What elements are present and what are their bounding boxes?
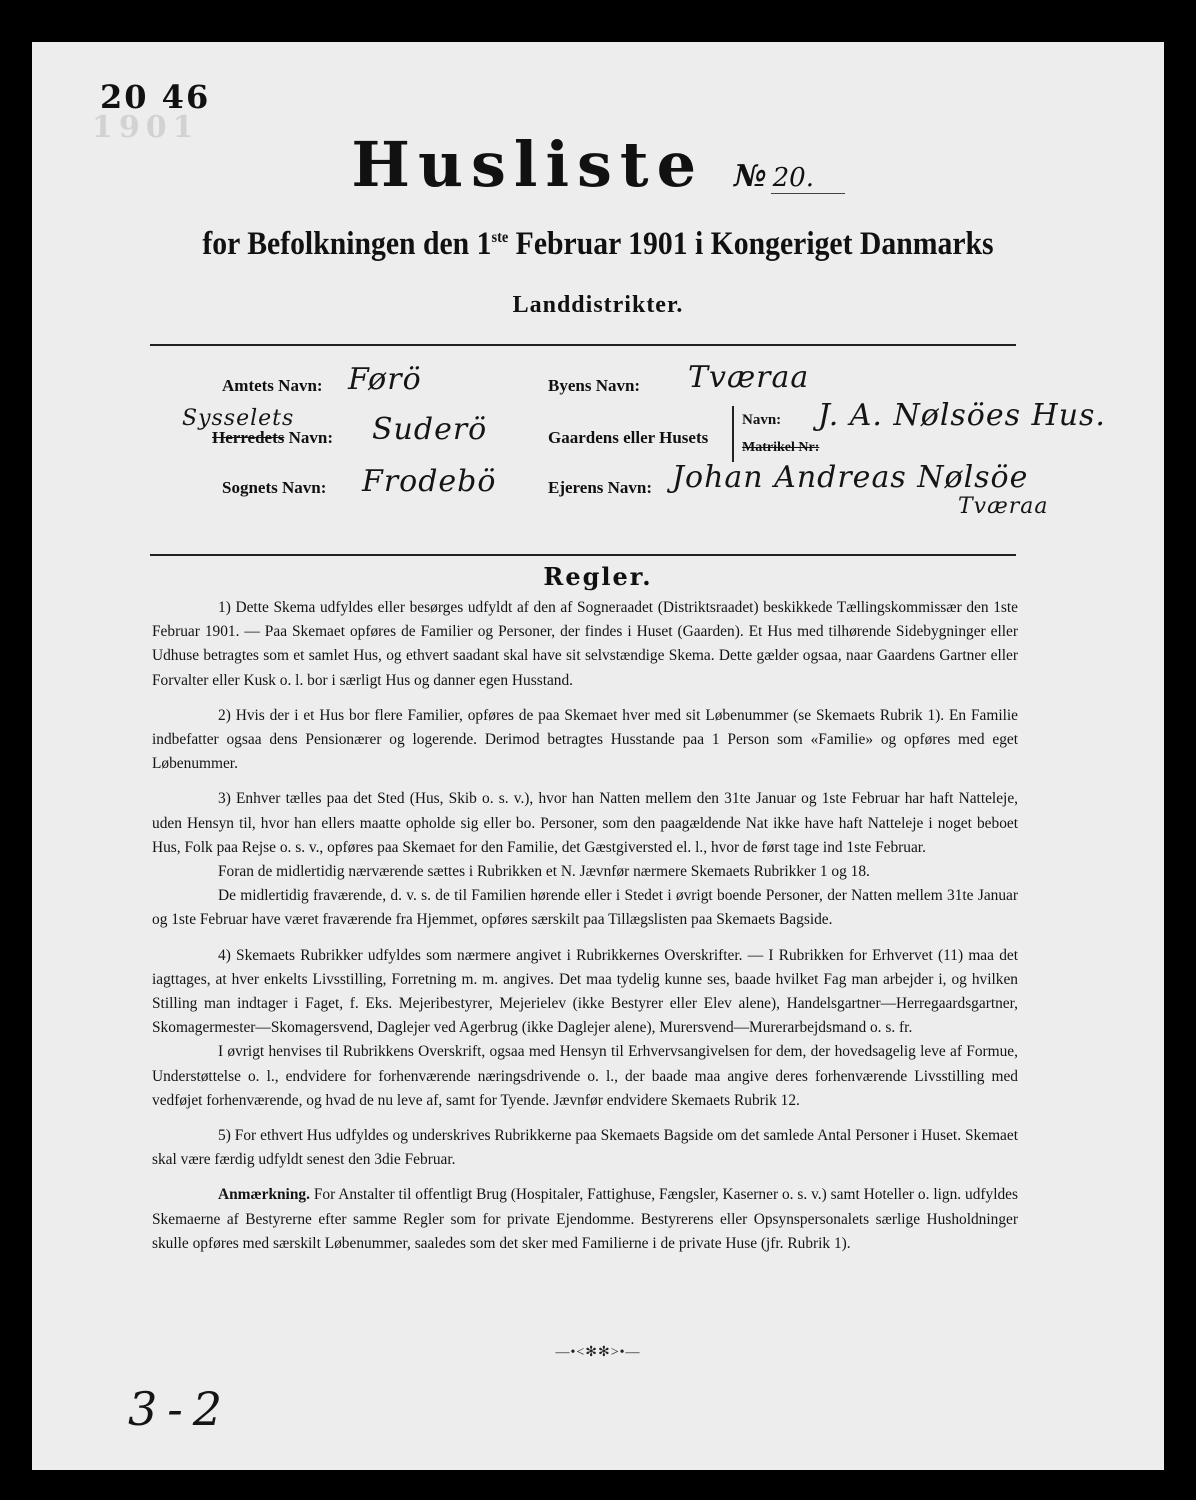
- rule-1: 1) Dette Skema udfyldes eller besørges udfyldt af den af Sogneraadet (Distriktsraadet) beskikkede Tællingskommissær den 1ste Februar 1901. — Paa Skemaet opføres de Familier og Personer, der findes i Huset (Gaarden). Et Hus med tilhørende Sidebygninger eller Udhuse betragtes som et samlet Hus, og ethvert saadant skal have sit selvstændige Skema. Dette gælder ogsaa, naar Gaardens Gartner eller Forvalter eller Kusk o. l. bor i særligt Hus og danner egen Husstand.: [152, 599, 1018, 689]
- subtitle-part-2: Februar 1901 i Kongeriget Danmarks: [508, 226, 994, 262]
- rules-body: [152, 596, 1018, 1267]
- district-heading: Landdistrikter.: [512, 292, 684, 318]
- rule-2: 2) Hvis der i et Hus bor flere Familier, opføres de paa Skemaet hver med sit Løbenummer (se Skemaets Rubrik 1). En Familie indbefatter ogsaa dens Pensionærer og logerende. Derimod betragtes Husstande paa 1 Person som «Familie» og opføres med eget Løbenummer.: [152, 706, 1018, 773]
- gaard-bracket: [732, 406, 734, 462]
- by-value: Tværaa: [688, 360, 810, 395]
- subtitle-part-1: for Befolkningen den 1: [202, 226, 492, 262]
- rules-heading: Regler.: [543, 562, 653, 591]
- ejer-value: Johan Andreas Nølsöe: [672, 460, 1029, 495]
- herred-label-struck: Herredets: [212, 428, 285, 447]
- census-form-page: [32, 42, 1164, 1470]
- herred-label: [212, 428, 333, 448]
- remark-text: For Anstalter til offentligt Brug (Hospitaler, Fattighuse, Fængsler, Kaserner o. s. v.) samt Hoteller o. lign. udfyldes Skemaerne af Bestyrerne efter samme Regler som for private Ejendomme. Bestyrerens eller Opsynspersonalets særlige Husholdninger skulle opføres med særskilt Løbenummer, saaledes som det sker med Familierne i de private Huse (jfr. Rubrik 1).: [152, 1186, 1018, 1252]
- subtitle-superscript: ste: [491, 229, 509, 246]
- rule-3: 3) Enhver tælles paa det Sted (Hus, Skib o. s. v.), hvor han Natten mellem den 31te Januar og 1ste Februar har haft Natteleje, uden Hensyn til, hvor han ellers maatte opholde sig eller bo. Personer, som den paagældende Nat ikke have haft Natteleje i noget beboet Hus, Folk paa Rejse o. s. v., opføres paa Skemaet for den Familie, det Gæstgiversted el. l., hvor de først tage ind 1ste Februar.: [152, 790, 1018, 856]
- title-row: [32, 128, 1164, 201]
- rule-4: 4) Skemaets Rubrikker udfyldes som nærmere angivet i Rubrikkernes Overskrifter. — I Rubrikken for Erhvervet (11) maa det iagttages, at hver enkelts Livsstilling, Forretning m. m. angives. Det maa tydelig kunne ses, baade hvilket Fag man arbejder i, og hvilken Stilling man indtager i Faget, f. Eks. Mejeribestyrer, Mejerielev (ikke Bestyrer eller Elev alene), Handelsgartner—Herregaardsgartner, Skomagermester—Skomagersvend, Daglejer ved Agerbrug (ikke Daglejer alene), Murersvend—Murerarbejdsmand o. s. fr.: [152, 946, 1018, 1037]
- rule-4-note: I øvrigt henvises til Rubrikkens Overskrift, ogsaa med Hensyn til Erhvervsangivelsen for dem, der hovedsagelig leve af Formue, Understøttelse o. l., endvidere for forhenværende næringsdrivende o. l., der baade maa angive deres forhenværende Livsstilling med vedføjet forhenværende, og hvad de nu leve af, samt for Tyende. Jævnfør endvidere Skemaets Rubrik 12.: [152, 1043, 1018, 1109]
- sogn-value: Frodebö: [362, 464, 497, 499]
- navn-label: Navn:: [742, 412, 782, 428]
- header-divider-top: [150, 344, 1016, 346]
- herred-label-rest: Navn:: [288, 428, 334, 447]
- sogn-label: Sognets Navn:: [222, 478, 327, 497]
- form-number-label: №: [734, 159, 767, 194]
- rule-3-note-absent: De midlertidig fraværende, d. v. s. de til Familien hørende eller i Stedet i øvrigt boende Personer, der Natten mellem 31te Januar og 1ste Februar have været fraværende fra Hjemmet, opføres særskilt paa Tillægslisten paa Skemaets Bagside.: [152, 887, 1018, 929]
- remark: [152, 1183, 1018, 1256]
- archive-mark: 3-2: [128, 1382, 233, 1436]
- rule-5: 5) For ethvert Hus udfyldes og underskrives Rubrikkerne paa Skemaets Bagside om det samlede Antal Personer i Huset. Skemaet skal være færdig udfyldt senest den 3die Februar.: [152, 1127, 1018, 1169]
- form-title: Husliste: [351, 128, 705, 201]
- navn-value: J. A. Nølsöes Hus.: [818, 398, 1106, 433]
- page-number-bleedthrough: 1901: [92, 110, 200, 145]
- header-divider-bottom: [150, 554, 1016, 556]
- remark-label: Anmærkning.: [218, 1186, 310, 1204]
- matrikel-label: Matrikel Nr:: [742, 440, 820, 455]
- herred-value: Suderö: [372, 412, 488, 447]
- ejer-value-line2: Tværaa: [958, 494, 1049, 519]
- sysselets-handwritten: Sysselets: [182, 406, 295, 431]
- ornament-divider: —•<✻✻>•—: [555, 1345, 641, 1360]
- amt-value: Førö: [348, 362, 422, 397]
- page-number: 20 46: [100, 78, 211, 116]
- gaard-label: Gaardens eller Husets: [548, 428, 709, 447]
- amt-label: Amtets Navn:: [222, 376, 323, 395]
- by-label: Byens Navn:: [548, 376, 641, 395]
- rule-3-note-present: Foran de midlertidig nærværende sættes i Rubrikken et N. Jævnfør nærmere Skemaets Rubrikker 1 og 18.: [218, 863, 870, 881]
- form-subtitle: [89, 226, 1108, 263]
- form-number-value: 20.: [771, 163, 845, 194]
- ejer-label: Ejerens Navn:: [548, 478, 653, 497]
